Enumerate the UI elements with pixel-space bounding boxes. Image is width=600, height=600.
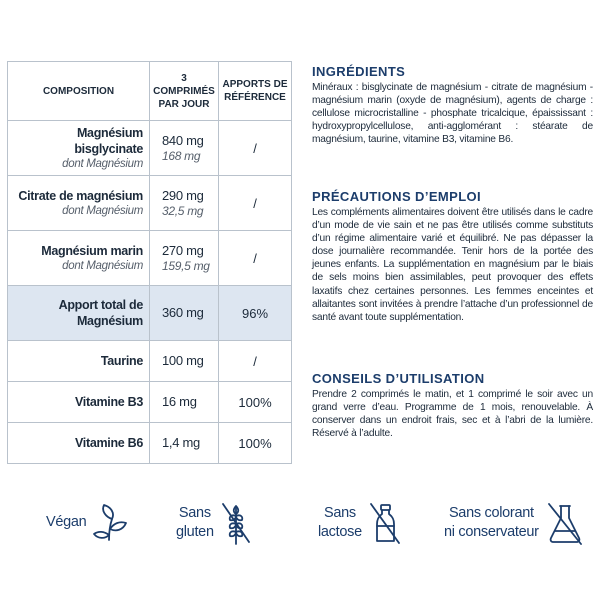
usage-advice-section xyxy=(312,371,593,440)
table-header-row xyxy=(8,62,292,121)
composition-table xyxy=(7,61,292,464)
ingredient-name-cell: Citrate de magnésium dont Magnésium xyxy=(8,176,150,231)
ingredient-name-cell: Magnésium bisglycinate dont Magnésium xyxy=(8,121,150,176)
ingredient-name-cell: Magnésium marin dont Magnésium xyxy=(8,231,150,286)
header-composition: COMPOSITION xyxy=(8,62,150,121)
reference-cell: 100% xyxy=(219,423,292,464)
ingredients-text: Minéraux : bisglycinate de magnésium - citrate de magnésium - magnésium marin (oxyde de magnésium), agents de charge : cellulose microcristalline - phosphate tricalcique, épaississant : hydroxypropylcellulose, anti-agglomérant : stéarate de magnésium, taurine, vitamine B3, vitamine B6. xyxy=(312,82,593,146)
table-row xyxy=(8,341,292,382)
leaf-icon xyxy=(92,503,128,543)
table-row xyxy=(8,121,292,176)
dose-cell: 270 mg 159,5 mg xyxy=(150,231,219,286)
precautions-section xyxy=(312,189,593,324)
usage-advice-text: Prendre 2 comprimés le matin, et 1 comprimé le soir avec un grand verre d’eau. Programme de 1 mois, renouvelable. À conserver dans un endroit frais, sec et à l’abri de la lumière. Réservé à l’adulte. xyxy=(312,389,593,440)
total-magnesium-row xyxy=(8,286,292,341)
dose-cell: 360 mg xyxy=(150,286,219,341)
precautions-title: PRÉCAUTIONS D’EMPLOI xyxy=(312,189,482,204)
ingredient-name-cell: Vitamine B3 xyxy=(8,382,150,423)
dose-cell: 100 mg xyxy=(150,341,219,382)
ingredients-title: INGRÉDIENTS xyxy=(312,64,406,79)
reference-cell: / xyxy=(219,121,292,176)
reference-cell: 96% xyxy=(219,286,292,341)
no-colorant-label: Sans colorant ni conservateur xyxy=(444,504,539,540)
table-row xyxy=(8,231,292,286)
usage-advice-title: CONSEILS D’UTILISATION xyxy=(312,371,485,386)
no-colorant-badge xyxy=(444,495,585,550)
vegan-badge xyxy=(46,495,128,550)
gluten-free-badge xyxy=(176,495,252,550)
crossed-flask-icon xyxy=(545,500,585,546)
header-per-day: 3 COMPRIMÉS PAR JOUR xyxy=(150,62,219,121)
crossed-wheat-icon xyxy=(220,500,252,546)
lactose-free-badge xyxy=(318,495,402,550)
lactose-free-label: Sans lactose xyxy=(318,504,362,540)
precautions-text: Les compléments alimentaires doivent être utilisés dans le cadre d’un mode de vie sain et ne pas être utilisés comme substituts d’un régime alimentaire varié et équilibré. Ne pas dépasser la dose journalière recommandée. Tenir hors de la portée des jeunes enfants. La supplémentation en magnésium par le biais de sels moins bien assimilables, peut provoquer des effets laxatifs chez certaines personnes. Les femmes enceintes et allaitantes sont invitées à prendre l’attache d’un professionnel de santé avant toute supplémentation. xyxy=(312,207,593,323)
reference-cell: 100% xyxy=(219,382,292,423)
table-row xyxy=(8,382,292,423)
table-row xyxy=(8,423,292,464)
reference-cell: / xyxy=(219,341,292,382)
vegan-label: Végan xyxy=(46,514,87,530)
reference-cell: / xyxy=(219,176,292,231)
dose-cell: 290 mg 32,5 mg xyxy=(150,176,219,231)
ingredients-section xyxy=(312,64,593,146)
dose-cell: 1,4 mg xyxy=(150,423,219,464)
crossed-milk-bottle-icon xyxy=(368,500,402,546)
ingredient-name-cell: Taurine xyxy=(8,341,150,382)
gluten-free-label: Sans gluten xyxy=(176,504,214,540)
ingredient-name-cell: Apport total de Magnésium xyxy=(8,286,150,341)
ingredient-name-cell: Vitamine B6 xyxy=(8,423,150,464)
reference-cell: / xyxy=(219,231,292,286)
header-reference: APPORTS DE RÉFÉRENCE xyxy=(219,62,292,121)
dose-cell: 840 mg 168 mg xyxy=(150,121,219,176)
table-row xyxy=(8,176,292,231)
dose-cell: 16 mg xyxy=(150,382,219,423)
